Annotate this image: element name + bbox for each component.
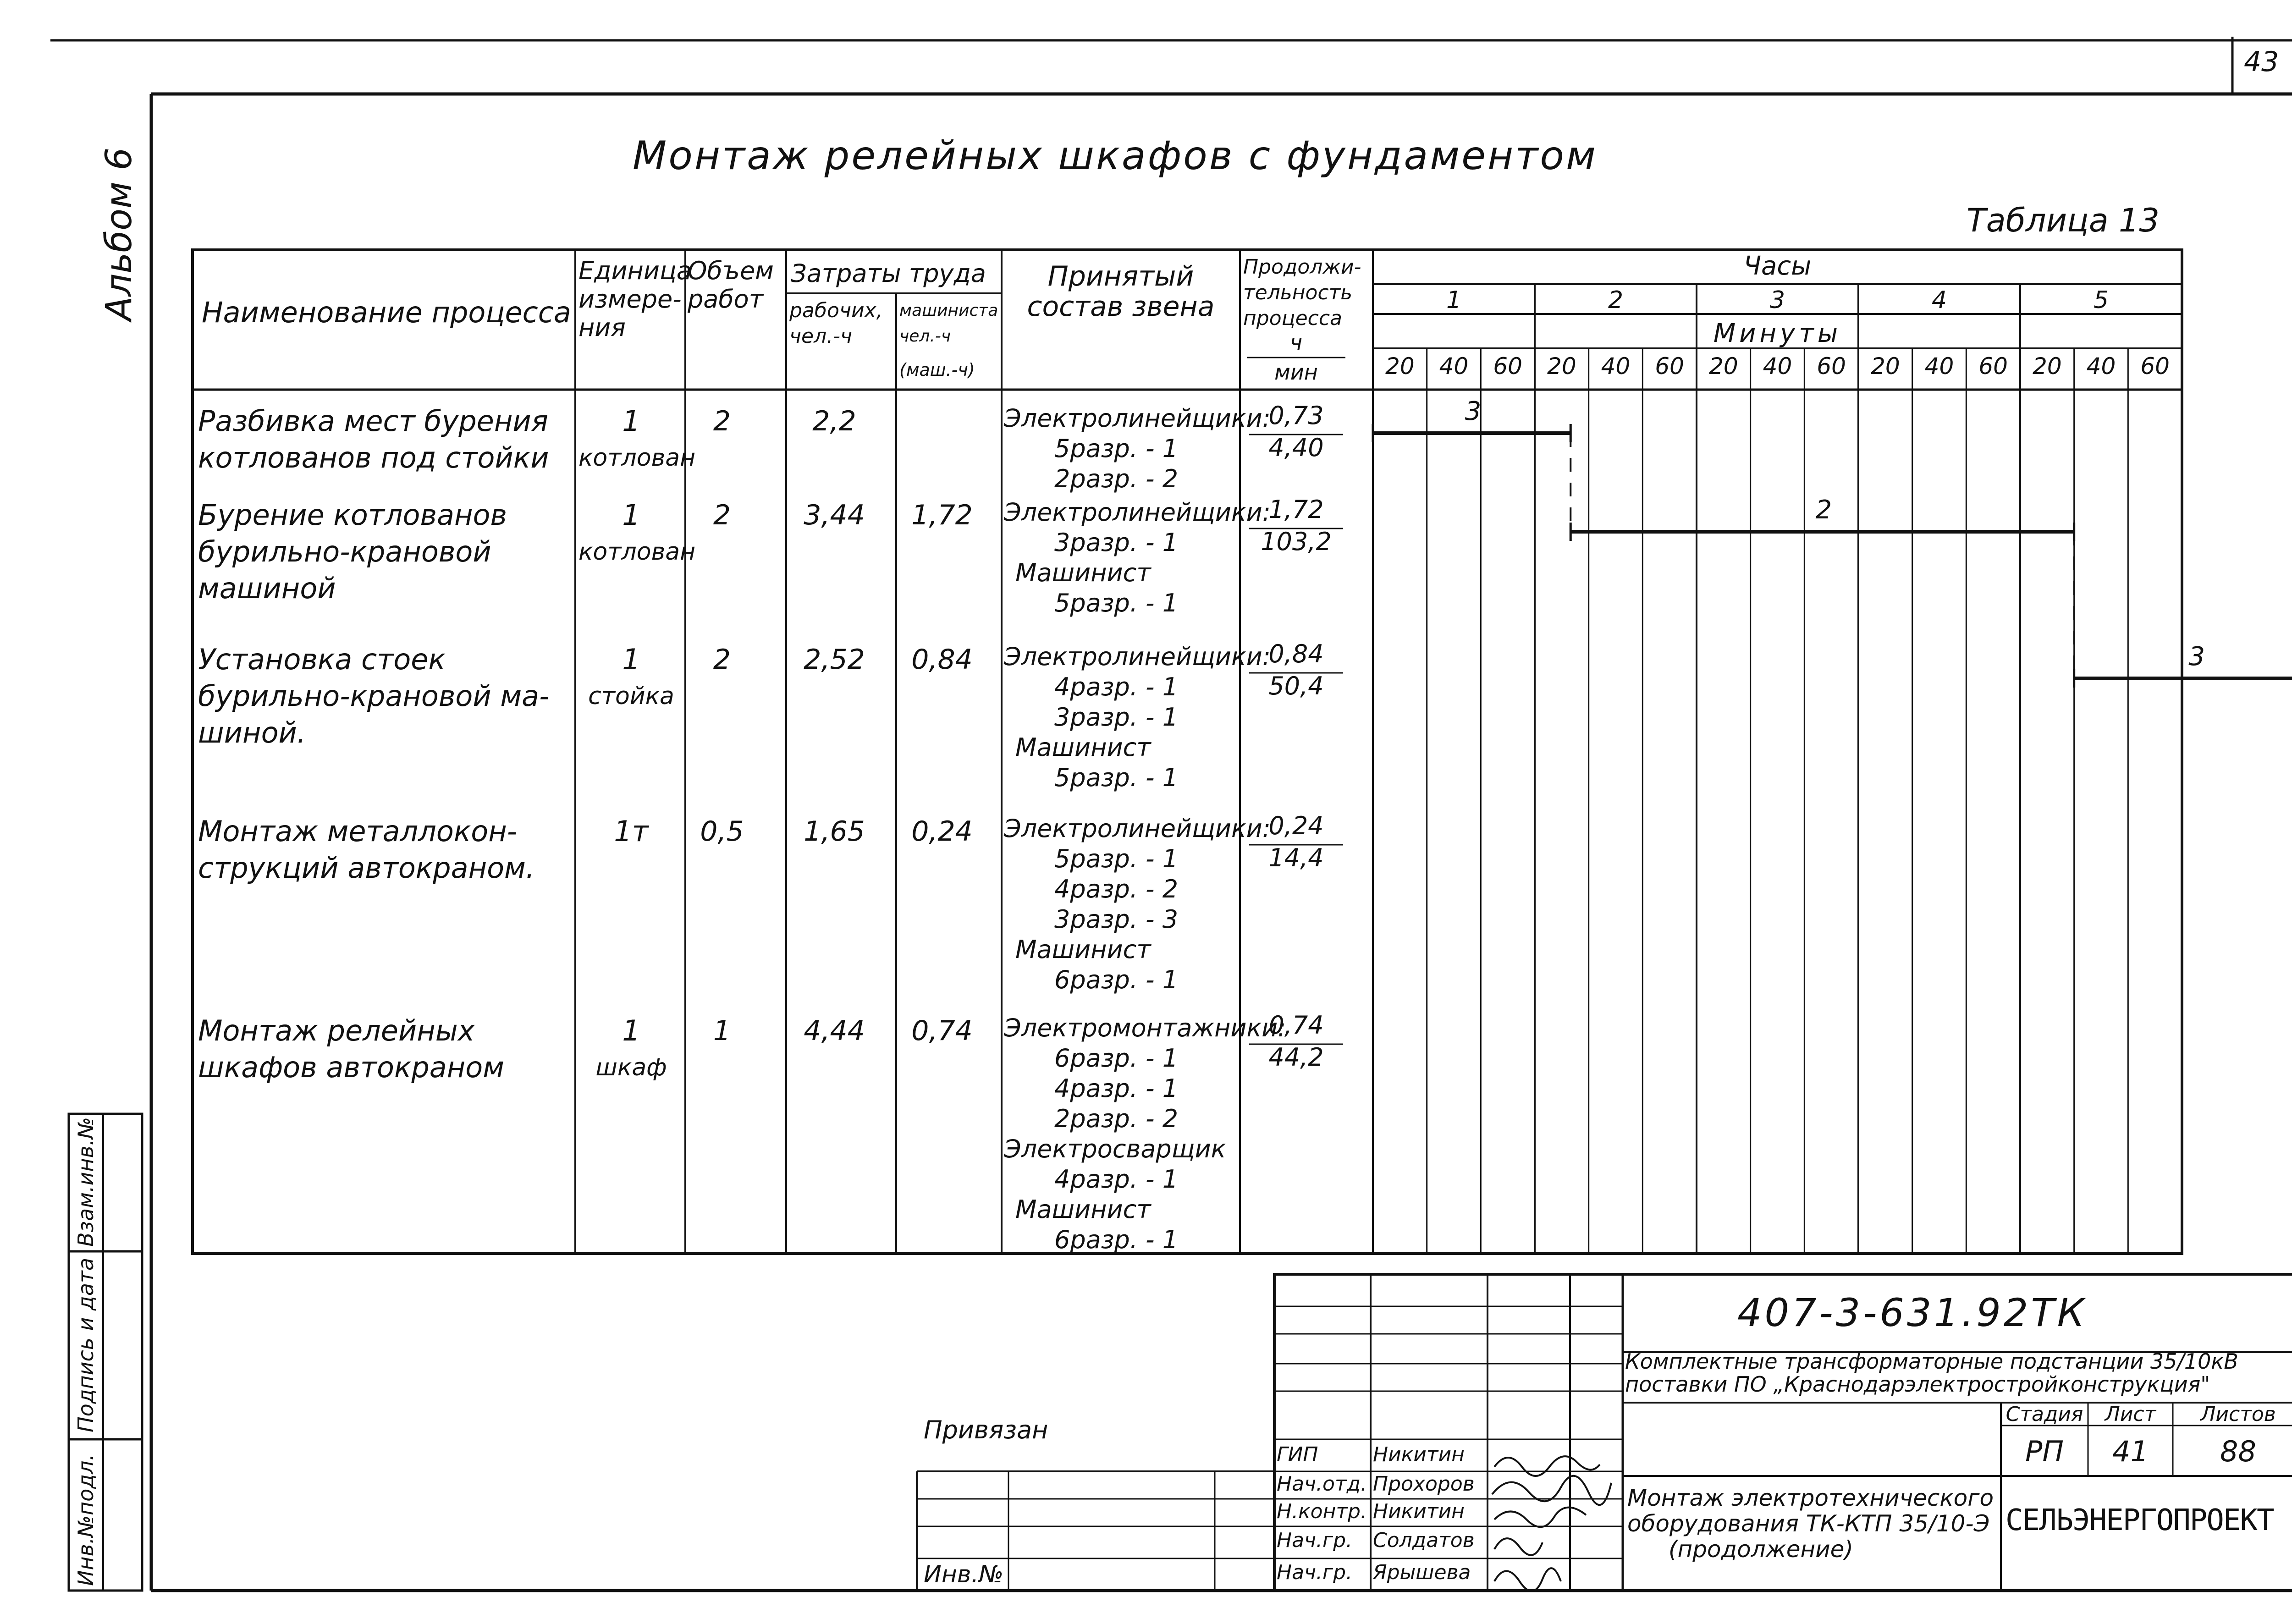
stamp-vzam-inv: Взам.инв.№ [73, 1117, 98, 1247]
signer-role: Нач.отд. [1277, 1472, 1367, 1496]
sheet-value: 41 [2112, 1435, 2149, 1468]
minute-label: 20 [1547, 353, 1576, 380]
volume-value: 2 [713, 644, 731, 676]
signer-name: Ярышева [1373, 1561, 1471, 1584]
minute-label: 60 [1493, 353, 1522, 380]
crew-line: 3разр. - 1 [1054, 528, 1179, 557]
workers-value: 3,44 [804, 499, 865, 531]
minute-label: 60 [1655, 353, 1684, 380]
stamp-signature-date: Подпись и дата [73, 1257, 98, 1432]
header-duration: Продолжи- тельность процесса [1243, 255, 1361, 330]
hour-label: 3 [1769, 286, 1785, 314]
duration-minutes: 103,2 [1261, 527, 1332, 556]
workers-value: 2,52 [804, 644, 865, 676]
doc-code: 407-3-631.92ТК [1737, 1290, 2088, 1335]
stage-header: Стадия [2006, 1403, 2083, 1426]
minute-label: 40 [1439, 353, 1469, 380]
signer-name: Солдатов [1373, 1529, 1475, 1552]
gantt-bars [1373, 424, 2292, 1047]
crew-line: Электролинейщики: [1004, 642, 1271, 671]
volume-value: 2 [713, 499, 731, 531]
gantt-bar-label: 3 [1465, 396, 1482, 426]
minute-label: 40 [1763, 353, 1792, 380]
unit-value: 1 [622, 404, 640, 438]
unit-value: 1т [614, 815, 649, 848]
workers-value: 4,44 [804, 1015, 865, 1047]
header-volume: Объем работ [688, 256, 774, 314]
crew-line: Машинист [1015, 935, 1151, 964]
volume-value: 1 [713, 1015, 731, 1047]
unit-value: котлован [579, 538, 696, 566]
header-labor-cost: Затраты труда [791, 259, 986, 288]
minute-label: 60 [2140, 353, 2170, 380]
crew-line: 3разр. - 3 [1054, 905, 1179, 934]
signature-5 [1494, 1568, 1561, 1591]
album-label: Альбом 6 [99, 147, 140, 321]
process-name-line: котлованов под стойки [198, 441, 549, 474]
header-operator: машиниста чел.-ч [899, 301, 998, 346]
header-operator-unit: (маш.-ч) [899, 360, 975, 380]
workers-value: 1,65 [804, 815, 865, 848]
duration-minutes: 4,40 [1268, 433, 1324, 462]
unit-value: шкаф [595, 1054, 667, 1081]
operator-value: 0,74 [911, 1015, 973, 1047]
signer-name: Никитин [1373, 1443, 1465, 1466]
header-hours: Часы [1743, 251, 1812, 281]
duration-hours: 0,73 [1268, 401, 1324, 430]
stamp-inv-podl: Инв.№подл. [73, 1453, 98, 1586]
crew-line: 6разр. - 1 [1054, 1044, 1179, 1073]
crew-line: 3разр. - 1 [1054, 703, 1179, 732]
crew-line: 4разр. - 1 [1054, 672, 1179, 701]
unit-value: 1 [622, 498, 640, 532]
process-name-line: Установка стоек [198, 643, 446, 676]
sheets-value: 88 [2220, 1435, 2256, 1468]
duration-minutes: 44,2 [1268, 1043, 1324, 1072]
workers-value: 2,2 [812, 405, 856, 437]
unit-value: стойка [588, 683, 674, 710]
crew-line: 6разр. - 1 [1054, 965, 1179, 994]
hour-label: 5 [2093, 286, 2109, 314]
crew-line: 5разр. - 1 [1054, 434, 1179, 463]
crew-line: 5разр. - 1 [1054, 763, 1179, 792]
main-table-frame [193, 250, 2182, 1254]
operator-value: 0,84 [911, 644, 973, 676]
crew-line: 4разр. - 2 [1054, 875, 1179, 903]
drawing-title: Монтаж релейных шкафов с фундаментом [633, 133, 1598, 179]
signer-role: ГИП [1277, 1443, 1318, 1466]
sheet-title-3: (продолжение) [1669, 1536, 1853, 1563]
crew-line: Электромонтажники: [1004, 1013, 1286, 1042]
gantt-bar-label: 2 [1815, 495, 1832, 525]
inv-label: Инв.№ [924, 1561, 1004, 1588]
volume-value: 0,5 [700, 815, 744, 848]
bound-label: Привязан [924, 1415, 1048, 1444]
process-name-line: Бурение котлованов [198, 498, 507, 532]
signer-name: Никитин [1373, 1500, 1465, 1523]
process-name-line: шкафов автокраном [198, 1051, 504, 1084]
crew-line: Электросварщик [1004, 1134, 1226, 1163]
crew-line: Электролинейщики: [1004, 814, 1271, 843]
crew-line: 4разр. - 1 [1054, 1165, 1179, 1194]
sheet-header: Лист [2105, 1403, 2156, 1426]
sheet-title-1: Монтаж электротехнического [1627, 1485, 1994, 1511]
duration-minutes: 50,4 [1268, 672, 1324, 700]
process-name-line: Монтаж релейных [198, 1014, 475, 1047]
operator-value: 1,72 [911, 499, 973, 531]
process-name-line: бурильно-крановой ма- [198, 679, 550, 713]
stage-value: РП [2025, 1435, 2064, 1468]
duration-hours: 0,84 [1268, 639, 1324, 668]
crew-line: 2разр. - 2 [1054, 1104, 1179, 1133]
minute-label: 20 [1709, 353, 1738, 380]
unit-value: 1 [622, 643, 640, 676]
signature-2 [1492, 1476, 1611, 1505]
process-name-line: машиной [198, 572, 336, 605]
minute-label: 40 [1924, 353, 1954, 380]
crew-line: 2разр. - 2 [1054, 464, 1179, 493]
signer-role: Нач.гр. [1277, 1529, 1353, 1552]
header-workers: рабочих, чел.-ч [789, 299, 883, 348]
volume-value: 2 [713, 405, 731, 437]
table-caption: Таблица 13 [1967, 202, 2160, 239]
gantt-grid [1427, 284, 2128, 1254]
duration-hours: 1,72 [1268, 495, 1324, 524]
process-name-line: бурильно-крановой [198, 535, 491, 568]
signature-1 [1494, 1456, 1600, 1476]
minute-label: 40 [1601, 353, 1631, 380]
project-name-2: поставки ПО „Краснодарэлектростройконструкция" [1625, 1372, 2210, 1397]
crew-line: 5разр. - 1 [1054, 589, 1179, 617]
header-crew: Принятый состав звена [1027, 260, 1215, 323]
operator-value: 0,24 [911, 815, 973, 848]
minute-label: 60 [1817, 353, 1846, 380]
minute-label: 40 [2086, 353, 2116, 380]
process-name-line: струкций автокраном. [198, 851, 535, 885]
signature-scribbles [1492, 1456, 1611, 1591]
signature-4 [1494, 1538, 1543, 1555]
hour-label: 1 [1446, 286, 1462, 314]
unit-value: котлован [579, 444, 696, 472]
crew-line: Электролинейщики: [1004, 404, 1271, 433]
crew-line: 4разр. - 1 [1054, 1074, 1179, 1103]
duration-minutes: 14,4 [1268, 843, 1324, 872]
header-duration-h: ч [1289, 330, 1303, 355]
minute-label: 20 [1385, 353, 1415, 380]
header-minutes: Минуты [1713, 319, 1842, 348]
crew-line: 6разр. - 1 [1054, 1225, 1179, 1254]
hour-label: 4 [1931, 286, 1947, 314]
project-name-1: Комплектные трансформаторные подстанции 35/10кВ [1625, 1349, 2238, 1374]
crew-line: Машинист [1015, 558, 1151, 587]
sheets-header: Листов [2200, 1403, 2276, 1426]
gantt-bar-label: 3 [2188, 642, 2205, 672]
process-name-line: Монтаж металлокон- [198, 815, 518, 848]
duration-hours: 0,24 [1268, 811, 1324, 840]
page-number: 43 [2244, 46, 2279, 78]
process-name-line: Разбивка мест бурения [198, 404, 548, 438]
signer-role: Нач.гр. [1277, 1561, 1353, 1584]
header-duration-min: мин [1274, 360, 1318, 385]
minute-label: 60 [1978, 353, 2008, 380]
crew-line: Электролинейщики: [1004, 498, 1271, 527]
hour-label: 2 [1608, 286, 1624, 314]
signature-3 [1494, 1508, 1586, 1527]
sheet-title-2: оборудования ТК-КТП 35/10-Э [1627, 1510, 1990, 1537]
header-process-name: Наименование процесса [202, 296, 571, 329]
crew-line: Машинист [1015, 1195, 1151, 1224]
signer-role: Н.контр. [1277, 1500, 1367, 1523]
signer-name: Прохоров [1373, 1472, 1475, 1496]
header-unit: Единица измере- ния [579, 256, 692, 342]
duration-hours: 0,74 [1268, 1011, 1324, 1040]
unit-value: 1 [622, 1014, 640, 1047]
organization-name: СЕЛЬЭНЕРГОПРОЕКТ [2006, 1503, 2274, 1537]
minute-label: 20 [1871, 353, 1900, 380]
crew-line: 5разр. - 1 [1054, 844, 1179, 873]
minute-label: 20 [2033, 353, 2062, 380]
process-name-line: шиной. [198, 716, 306, 749]
crew-line: Машинист [1015, 733, 1151, 762]
